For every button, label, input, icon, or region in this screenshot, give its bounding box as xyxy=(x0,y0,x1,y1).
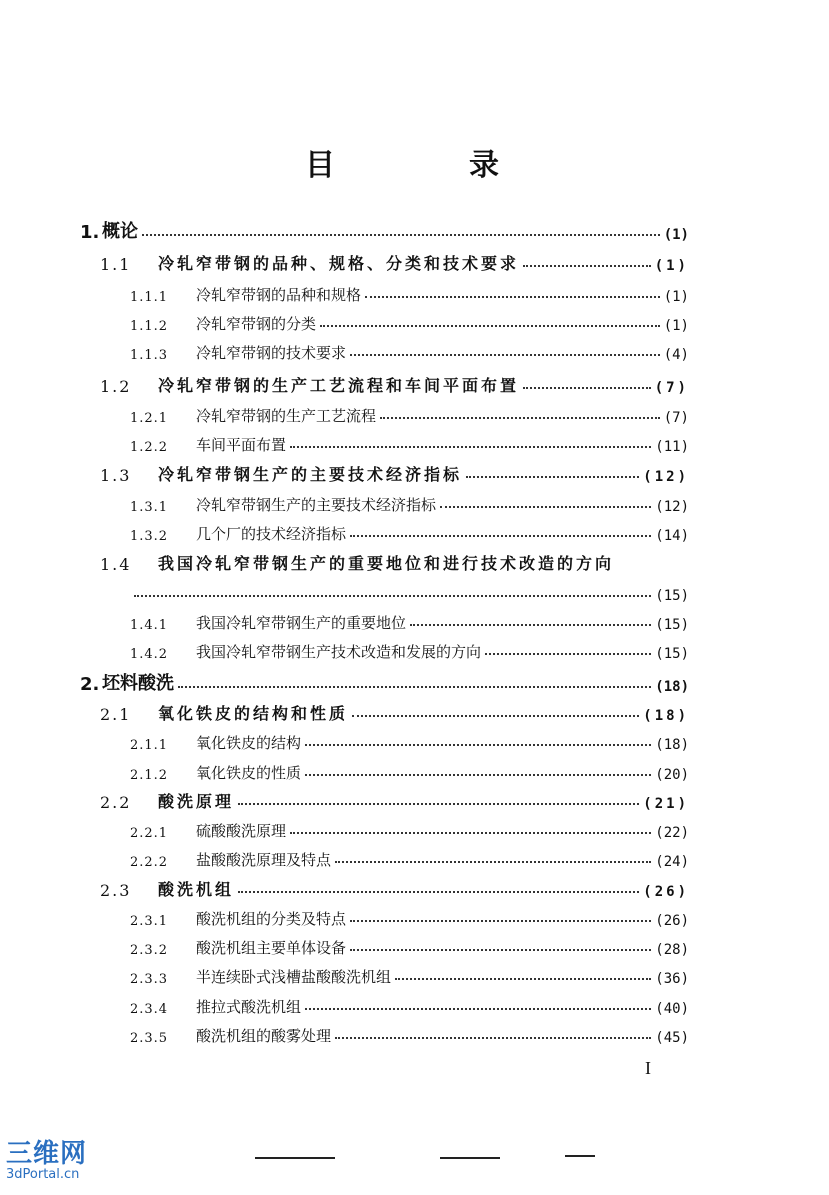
toc-entry[interactable] xyxy=(100,876,689,900)
toc-entry[interactable] xyxy=(100,250,689,274)
toc-entry-number: 2.2.2 xyxy=(130,855,169,870)
toc-leader-dots xyxy=(410,624,651,626)
toc-entry-number: 1.3 xyxy=(100,466,132,485)
toc-leader-dots xyxy=(395,978,651,980)
toc-entry-number: 1.4.1 xyxy=(130,618,169,633)
toc-entry[interactable] xyxy=(100,788,689,812)
toc-entry-title: 冷轧窄带钢的生产工艺流程 xyxy=(196,407,377,425)
toc-entry-title: 冷轧窄带钢的品种和规格 xyxy=(196,286,362,304)
toc-entry[interactable] xyxy=(100,550,689,574)
toc-entry-title: 概论 xyxy=(102,221,138,242)
toc-entry-number: 2.3.3 xyxy=(130,972,169,987)
toc-entry-page: (1) xyxy=(663,289,689,305)
toc-leader-dots xyxy=(350,949,651,951)
toc-entry[interactable] xyxy=(130,310,689,334)
toc-entry-title: 冷轧窄带钢的技术要求 xyxy=(196,344,347,362)
toc-entry-page: (21) xyxy=(643,796,689,812)
toc-entry-page: (11) xyxy=(655,439,689,455)
scan-artifact-line xyxy=(565,1155,595,1157)
toc-entry-number: 2.3.4 xyxy=(130,1002,169,1017)
toc-entry-title: 酸洗机组的酸雾处理 xyxy=(196,1027,332,1045)
toc-entry-page: (24) xyxy=(655,854,689,870)
toc-entry-title: 冷轧窄带钢的品种、规格、分类和技术要求 xyxy=(158,254,520,273)
toc-leader-dots xyxy=(523,387,651,389)
toc-entry-number: 1.4.2 xyxy=(130,647,169,662)
toc-entry-page: (15) xyxy=(655,617,689,633)
toc-leader-dots xyxy=(320,325,660,327)
toc-entry-title: 酸洗机组 xyxy=(158,880,235,899)
toc-entry[interactable] xyxy=(130,281,689,305)
toc-entry-title: 坯料酸洗 xyxy=(102,673,174,694)
toc-entry-number: 2.1.2 xyxy=(130,768,169,783)
toc-entry-page: (1) xyxy=(654,258,689,274)
toc-entry-number: 2.3.1 xyxy=(130,914,169,929)
toc-entry[interactable] xyxy=(130,431,689,455)
toc-entry-title: 酸洗机组主要单体设备 xyxy=(196,939,347,957)
toc-leader-dots xyxy=(350,535,651,537)
toc-entry-title: 氧化铁皮的结构 xyxy=(196,734,302,752)
toc-entry-title: 酸洗原理 xyxy=(158,792,235,811)
toc-entry-title: 氧化铁皮的结构和性质 xyxy=(158,704,349,723)
toc-entry-title: 推拉式酸洗机组 xyxy=(196,998,302,1016)
toc-entry-number: 2. xyxy=(80,674,100,695)
toc-entry-page: (26) xyxy=(655,913,689,929)
watermark-site: 3dPortal.cn xyxy=(6,1167,80,1182)
toc-leader-dots xyxy=(380,417,660,419)
toc-entry-page: (14) xyxy=(655,528,689,544)
toc-leader-dots xyxy=(352,715,639,717)
page-title: 目 录 xyxy=(305,148,551,183)
toc-entry-title: 氧化铁皮的性质 xyxy=(196,764,302,782)
toc-entry-page: (22) xyxy=(655,825,689,841)
toc-entry-title: 冷轧窄带钢的生产工艺流程和车间平面布置 xyxy=(158,376,520,395)
toc-entry[interactable] xyxy=(80,671,689,695)
toc-leader-dots xyxy=(335,1037,651,1039)
toc-entry-title: 冷轧窄带钢生产的主要技术经济指标 xyxy=(158,465,463,484)
toc-entry-number: 2.3.2 xyxy=(130,943,169,958)
toc-entry[interactable] xyxy=(130,905,689,929)
toc-entry-title: 几个厂的技术经济指标 xyxy=(196,525,347,543)
toc-entry-number: 1. xyxy=(80,222,100,243)
toc-entry-title: 半连续卧式浅槽盐酸酸洗机组 xyxy=(196,968,392,986)
toc-entry[interactable] xyxy=(130,1022,689,1046)
toc-leader-dots xyxy=(485,653,651,655)
toc-entry-page: (18) xyxy=(655,679,689,695)
toc-entry[interactable] xyxy=(130,846,689,870)
toc-leader-dots xyxy=(466,476,639,478)
toc-entry-title: 冷轧窄带钢的分类 xyxy=(196,315,317,333)
toc-entry[interactable] xyxy=(130,520,689,544)
toc-leader-dots xyxy=(178,686,651,688)
toc-entry[interactable] xyxy=(100,461,689,485)
toc-leader-dots xyxy=(305,1008,651,1010)
toc-entry-title: 车间平面布置 xyxy=(196,436,287,454)
scan-artifact-line xyxy=(440,1157,500,1159)
toc-entry[interactable] xyxy=(130,339,689,363)
toc-entry-title: 盐酸酸洗原理及特点 xyxy=(196,851,332,869)
toc-leader-dots xyxy=(290,832,651,834)
toc-entry-number: 1.4 xyxy=(100,555,132,574)
toc-entry-page: (28) xyxy=(655,942,689,958)
toc-entry-number: 2.2.1 xyxy=(130,826,169,841)
toc-entry-page: (36) xyxy=(655,971,689,987)
toc-entry-page: (40) xyxy=(655,1001,689,1017)
toc-entry-number: 2.1.1 xyxy=(130,738,169,753)
toc-entry-title: 我国冷轧窄带钢生产技术改造和发展的方向 xyxy=(196,643,482,661)
toc-entry-number: 1.2.2 xyxy=(130,440,169,455)
toc-entry[interactable] xyxy=(130,638,689,662)
toc-entry-title: 我国冷轧窄带钢生产的重要地位和进行技术改造的方向 xyxy=(158,554,615,573)
toc-entry-page: (15) xyxy=(655,588,689,604)
toc-entry-page: (15) xyxy=(655,646,689,662)
toc-entry-number: 1.3.1 xyxy=(130,500,169,515)
page-number: I xyxy=(645,1058,651,1078)
toc-entry[interactable] xyxy=(130,580,689,604)
toc-entry-page: (18) xyxy=(643,708,689,724)
toc-leader-dots xyxy=(142,234,660,236)
toc-leader-dots xyxy=(134,595,651,597)
toc-leader-dots xyxy=(335,861,651,863)
toc-leader-dots xyxy=(238,803,639,805)
toc-entry-page: (1) xyxy=(663,227,689,243)
toc-leader-dots xyxy=(350,354,660,356)
toc-entry[interactable] xyxy=(130,729,689,753)
toc-entry-number: 2.2 xyxy=(100,793,132,812)
toc-leader-dots xyxy=(440,506,651,508)
toc-leader-dots xyxy=(238,891,639,893)
toc-leader-dots xyxy=(290,446,651,448)
toc-leader-dots xyxy=(350,920,651,922)
toc-entry-page: (20) xyxy=(655,767,689,783)
toc-entry-number: 2.3 xyxy=(100,881,132,900)
toc-entry-page: (26) xyxy=(643,884,689,900)
toc-entry-page: (4) xyxy=(663,347,689,363)
scan-artifact-line xyxy=(255,1157,335,1159)
toc-entry-title: 冷轧窄带钢生产的主要技术经济指标 xyxy=(196,496,437,514)
toc-entry[interactable] xyxy=(80,219,689,243)
toc-leader-dots xyxy=(305,744,651,746)
toc-entry[interactable] xyxy=(130,934,689,958)
toc-entry[interactable] xyxy=(130,759,689,783)
watermark xyxy=(6,1140,87,1182)
toc-entry[interactable] xyxy=(100,372,689,396)
toc-entry-title: 硫酸酸洗原理 xyxy=(196,822,287,840)
toc-entry-title: 酸洗机组的分类及特点 xyxy=(196,910,347,928)
toc-entry-page: (18) xyxy=(655,737,689,753)
toc-entry-number: 1.2.1 xyxy=(130,411,169,426)
toc-entry-number: 1.1 xyxy=(100,255,132,274)
toc-entry[interactable] xyxy=(130,491,689,515)
toc-entry-title: 我国冷轧窄带钢生产的重要地位 xyxy=(196,614,407,632)
toc-entry-page: (12) xyxy=(655,499,689,515)
toc-entry-page: (7) xyxy=(654,380,689,396)
toc-entry[interactable] xyxy=(100,700,689,724)
toc-entry-number: 1.1.3 xyxy=(130,348,169,363)
toc-entry[interactable] xyxy=(130,963,689,987)
toc-entry-page: (45) xyxy=(655,1030,689,1046)
toc-entry-number: 1.1.1 xyxy=(130,290,169,305)
toc-entry-number: 2.3.5 xyxy=(130,1031,169,1046)
toc-entry-page: (12) xyxy=(643,469,689,485)
toc-entry-number: 2.1 xyxy=(100,705,132,724)
toc-entry-number: 1.1.2 xyxy=(130,319,169,334)
toc-leader-dots xyxy=(523,265,651,267)
toc-leader-dots xyxy=(305,774,651,776)
toc-entry-number: 1.3.2 xyxy=(130,529,169,544)
toc-entry-page: (1) xyxy=(663,318,689,334)
toc-leader-dots xyxy=(365,296,660,298)
watermark-logo: 三维网 xyxy=(6,1139,88,1169)
toc-entry[interactable] xyxy=(130,817,689,841)
toc-entry[interactable] xyxy=(130,609,689,633)
toc-entry-number: 1.2 xyxy=(100,377,132,396)
toc-entry[interactable] xyxy=(130,993,689,1017)
toc-entry[interactable] xyxy=(130,402,689,426)
toc-entry-page: (7) xyxy=(663,410,689,426)
